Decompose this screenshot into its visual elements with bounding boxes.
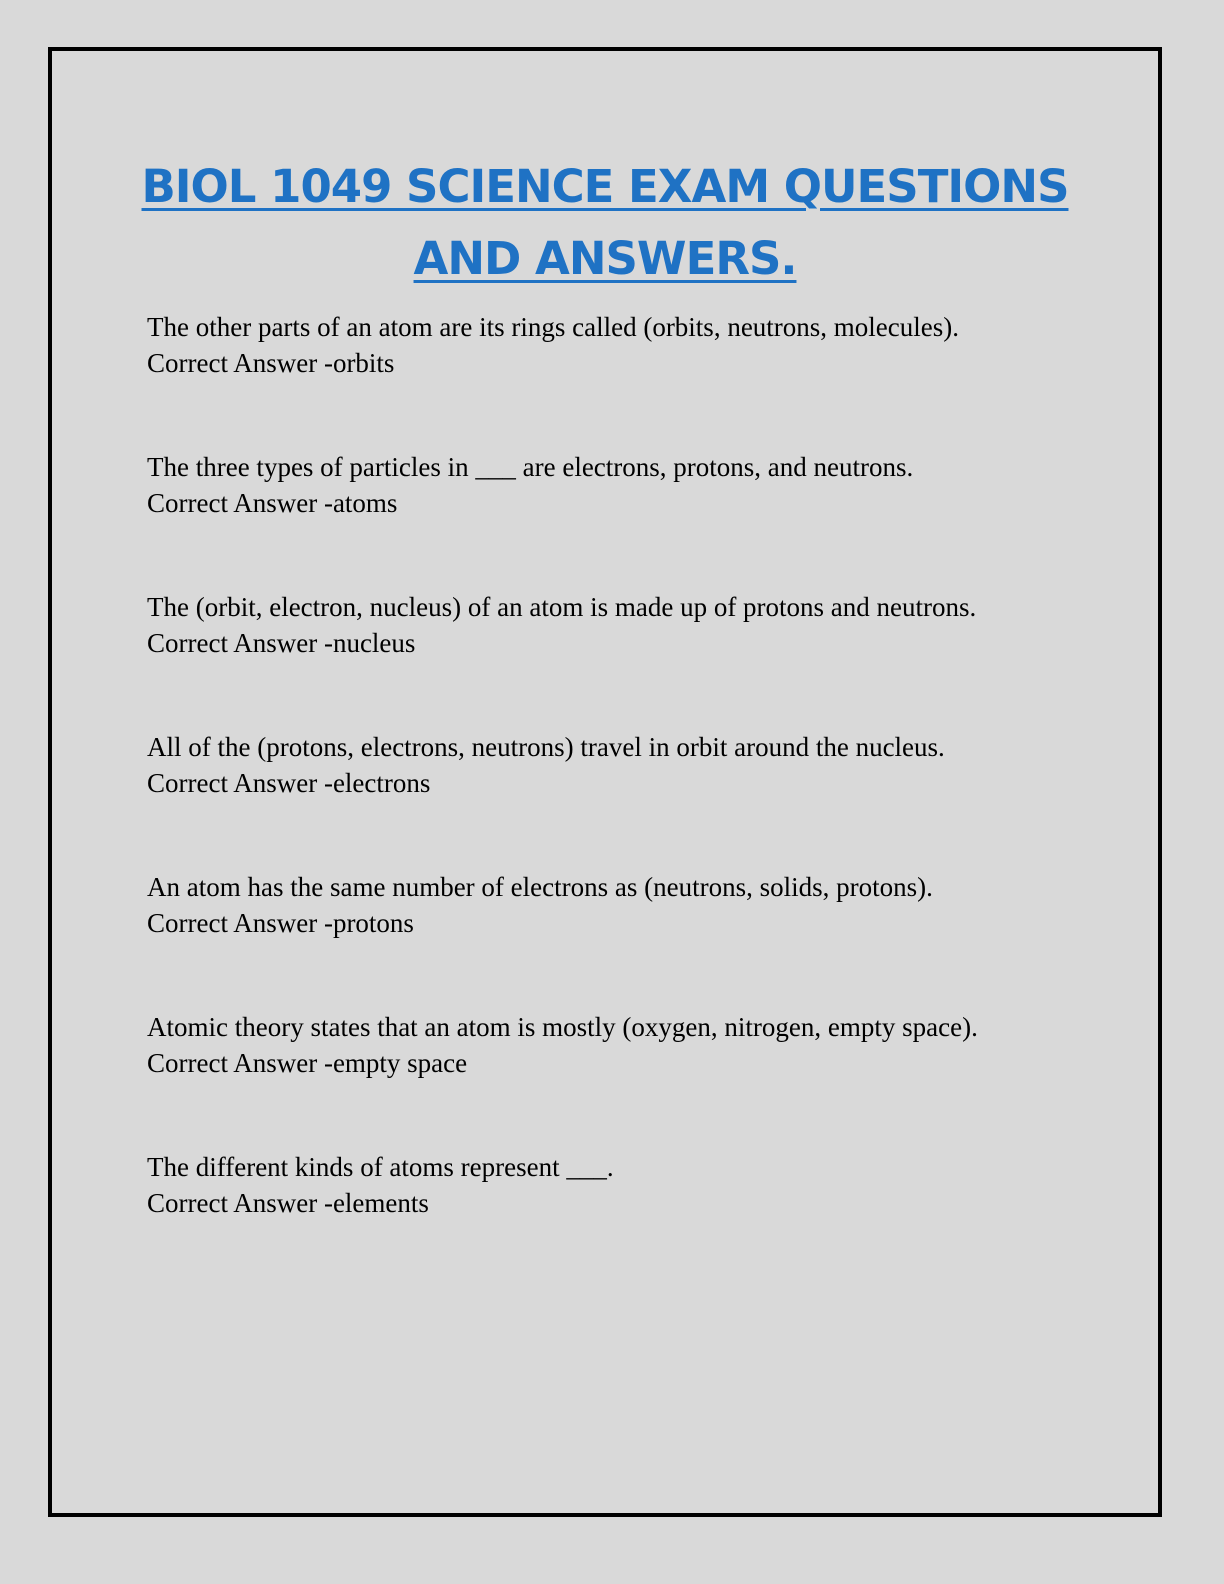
question-text: The three types of particles in ___ are electrons, protons, and neutrons. [147, 452, 914, 482]
answer-text: Correct Answer -elements [147, 1188, 429, 1218]
title-line-1: BIOL 1049 SCIENCE EXAM QUESTIONS [141, 160, 1069, 213]
qa-item [147, 1009, 1107, 1081]
page-title [52, 151, 1158, 295]
answer-text: Correct Answer -protons [147, 908, 414, 938]
qa-item [147, 1149, 1107, 1221]
question-text: Atomic theory states that an atom is mostly (oxygen, nitrogen, empty space). [147, 1012, 978, 1042]
question-text: The other parts of an atom are its rings called (orbits, neutrons, molecules). [147, 312, 960, 342]
qa-item [147, 729, 1107, 801]
qa-item [147, 589, 1107, 661]
question-text: An atom has the same number of electrons as (neutrons, solids, protons). [147, 872, 933, 902]
answer-text: Correct Answer -nucleus [147, 628, 416, 658]
qa-item [147, 309, 1107, 381]
answer-text: Correct Answer -electrons [147, 768, 431, 798]
qa-item [147, 869, 1107, 941]
question-text: The different kinds of atoms represent ___. [147, 1152, 614, 1182]
question-answer-list [147, 309, 1107, 1289]
answer-text: Correct Answer -orbits [147, 348, 395, 378]
question-text: The (orbit, electron, nucleus) of an atom is made up of protons and neutrons. [147, 592, 977, 622]
answer-text: Correct Answer -atoms [147, 488, 398, 518]
answer-text: Correct Answer -empty space [147, 1048, 468, 1078]
question-text: All of the (protons, electrons, neutrons) travel in orbit around the nucleus. [147, 732, 945, 762]
page-frame [48, 47, 1162, 1517]
title-line-2: AND ANSWERS. [413, 232, 797, 285]
qa-item [147, 449, 1107, 521]
